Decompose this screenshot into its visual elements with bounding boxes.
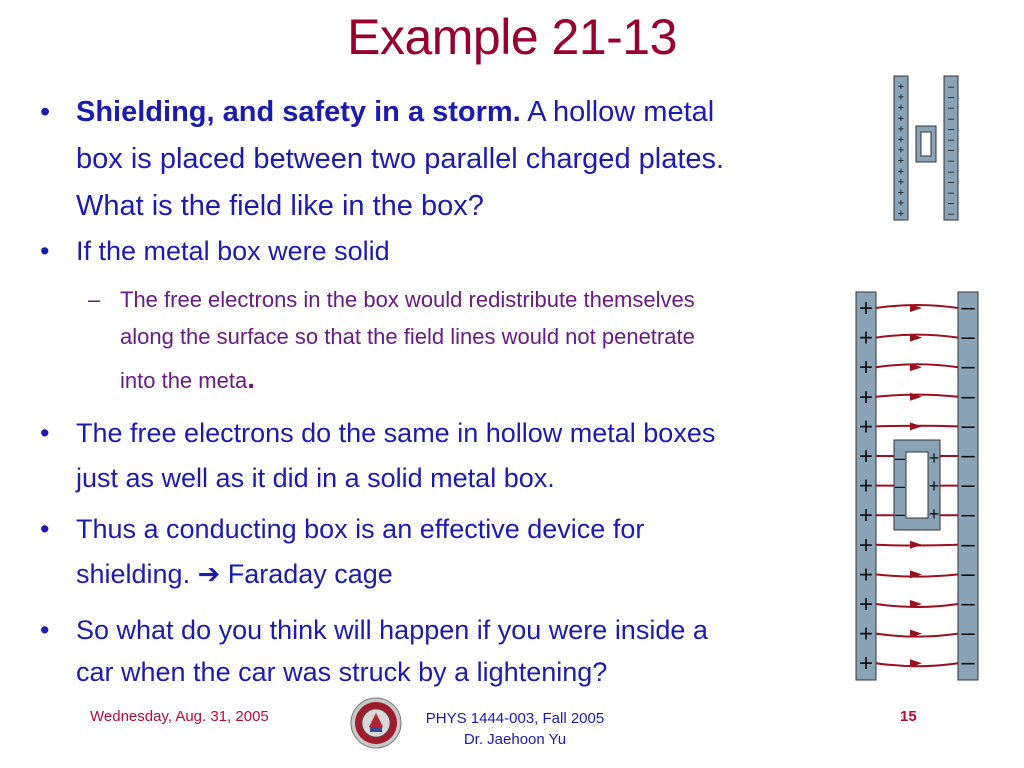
plus-charge: + (897, 102, 905, 115)
bullet-dot: • (40, 418, 50, 448)
bullet-dot: • (40, 615, 50, 645)
minus-charge: – (961, 649, 975, 677)
minus-charge: – (961, 530, 975, 558)
plus-charge: + (897, 176, 905, 189)
plus-charge: + (928, 504, 940, 524)
minus-charge: – (947, 102, 955, 115)
minus-charge: – (961, 560, 975, 588)
plus-charge: + (897, 81, 905, 93)
minus-charge: – (961, 442, 975, 469)
university-seal-icon (350, 697, 402, 749)
sub-period: . (247, 363, 255, 394)
minus-charge: – (961, 323, 975, 351)
minus-charge: – (947, 165, 955, 178)
plus-charge: + (858, 561, 874, 589)
parallel-plates-small-diagram (890, 74, 962, 222)
slide-title: Example 21-13 (347, 9, 677, 65)
minus-charge: – (961, 619, 975, 647)
bullet-text: A hollow metal (520, 96, 715, 128)
instructor-name: Dr. Jaehoon Yu (463, 731, 567, 748)
plus-charge: + (858, 443, 874, 470)
minus-charge: – (961, 382, 975, 410)
plus-charge: + (897, 112, 905, 125)
arrow-icon: ➔ (197, 559, 221, 589)
sub-dash: – (88, 287, 101, 312)
plus-charge: + (897, 208, 905, 221)
minus-charge: – (961, 353, 975, 381)
plus-charge: + (858, 502, 874, 530)
plus-charge: + (897, 187, 905, 199)
bullet-text: The free electrons do the same in hollow metal boxes (76, 418, 716, 448)
box-hollow (921, 132, 931, 156)
minus-charge: – (947, 176, 955, 189)
sub-text: The free electrons in the box would redistribute themselves (120, 287, 695, 312)
bullet-bold-heading: Shielding, and safety in a storm. (76, 96, 521, 128)
plus-charge: + (858, 591, 874, 618)
field-lines-diagram (852, 290, 982, 682)
plus-charge: + (858, 324, 874, 352)
field-arrow (910, 541, 922, 549)
minus-charge: – (961, 590, 975, 617)
minus-charge: – (961, 294, 975, 321)
bullet-text: Faraday cage (220, 559, 393, 589)
plus-charge: + (858, 472, 874, 500)
minus-charge: – (894, 504, 906, 524)
minus-charge: – (947, 81, 955, 93)
minus-charge: – (947, 134, 955, 146)
plus-charge: + (897, 165, 905, 178)
plus-charge: + (858, 531, 874, 559)
bullet-dot: • (40, 96, 51, 128)
minus-charge: – (947, 208, 955, 221)
plus-charge: + (897, 123, 905, 136)
course-name: PHYS 1444-003, Fall 2005 (425, 710, 605, 727)
plus-charge: + (858, 413, 874, 441)
bullet-dot: • (40, 236, 50, 266)
minus-charge: – (961, 412, 975, 440)
bullet-text: shielding. (76, 559, 191, 589)
minus-charge: – (947, 187, 955, 199)
plus-charge: + (858, 650, 874, 678)
plus-charge: + (858, 620, 874, 648)
bullet-dot: • (40, 514, 50, 544)
field-arrow (910, 422, 922, 430)
box-hollow (906, 452, 928, 518)
plus-charge: + (858, 383, 874, 411)
sub-text: into the meta (120, 368, 248, 393)
bullet-text: car when the car was struck by a lightening? (76, 657, 608, 687)
minus-charge: – (947, 197, 955, 210)
minus-charge: – (947, 112, 955, 125)
bullet-text: So what do you think will happen if you were inside a (76, 615, 708, 645)
plus-charge: + (858, 295, 874, 322)
bullet-text: If the metal box were solid (76, 236, 390, 266)
minus-charge: – (947, 155, 955, 168)
plus-charge: + (897, 144, 905, 157)
bullet-text: box is placed between two parallel charged plates. (76, 143, 725, 175)
minus-charge: – (894, 476, 906, 496)
sub-text: along the surface so that the field lines would not penetrate (120, 324, 695, 349)
plus-charge: + (897, 91, 905, 104)
plus-charge: + (897, 155, 905, 168)
minus-charge: – (894, 448, 906, 468)
minus-charge: – (947, 144, 955, 157)
plus-charge: + (928, 448, 940, 468)
bullet-text: What is the field like in the box? (76, 190, 484, 222)
plus-charge: + (897, 134, 905, 146)
footer-date: Wednesday, Aug. 31, 2005 (90, 708, 269, 725)
minus-charge: – (947, 123, 955, 136)
minus-charge: – (947, 91, 955, 104)
page-number: 15 (900, 708, 917, 725)
bullet-text: Thus a conducting box is an effective device for (76, 514, 645, 544)
plus-charge: + (858, 354, 874, 382)
minus-charge: – (961, 471, 975, 499)
bullet-text: just as well as it did in a solid metal box. (76, 463, 555, 493)
plus-charge: + (897, 197, 905, 210)
footer-course (415, 708, 615, 750)
minus-charge: – (961, 501, 975, 529)
plus-charge: + (928, 476, 940, 496)
